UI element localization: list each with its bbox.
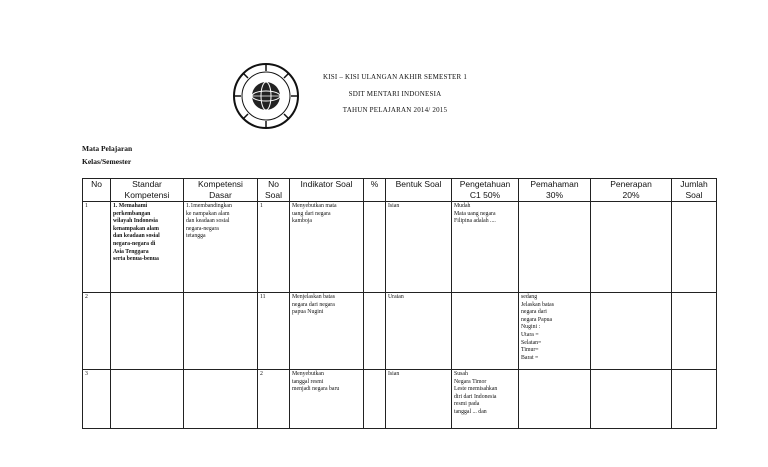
col-bentuk-soal: Bentuk Soal bbox=[386, 179, 452, 202]
cell-bentuk: Uraian bbox=[386, 293, 452, 370]
table-row bbox=[83, 370, 717, 429]
cell-no-soal: 11 bbox=[258, 293, 290, 370]
cell-no: 2 bbox=[83, 293, 111, 370]
cell-penerapan bbox=[591, 370, 672, 429]
cell-bentuk: Isian bbox=[386, 202, 452, 293]
subject-label: Mata Pelajaran bbox=[82, 144, 133, 153]
cell-indikator: Menyebutkan tanggal resmi menjadi negara baru bbox=[290, 370, 364, 429]
cell-pemahaman bbox=[519, 202, 591, 293]
cell-no: 3 bbox=[83, 370, 111, 429]
cell-jumlah bbox=[672, 370, 717, 429]
table-row bbox=[83, 202, 717, 293]
col-kompetensi-dasar: Kompetensi Dasar bbox=[184, 179, 258, 202]
cell-jumlah bbox=[672, 202, 717, 293]
cell-bentuk: Isian bbox=[386, 370, 452, 429]
school-emblem-icon bbox=[232, 62, 300, 130]
cell-pemahaman: sedang Jelaskan batas negara dari negara Papua Nugini : Utara = Selatan= Timur= Barat = bbox=[519, 293, 591, 370]
document-title: KISI – KISI ULANGAN AKHIR SEMESTER 1 bbox=[322, 73, 468, 81]
cell-pengetahuan: Susah Negara Timor Leste memisahkan diri dari Indonesia resmi pada tanggal ... dan bbox=[452, 370, 519, 429]
table-header-row bbox=[83, 179, 717, 202]
col-no: No bbox=[83, 179, 111, 202]
col-jumlah-soal: Jumlah Soal bbox=[672, 179, 717, 202]
academic-year: TAHUN PELAJARAN 2014/ 2015 bbox=[342, 106, 448, 114]
cell-pengetahuan bbox=[452, 293, 519, 370]
cell-standar bbox=[111, 370, 184, 429]
cell-persen bbox=[364, 202, 386, 293]
kisi-kisi-table bbox=[82, 178, 717, 429]
cell-penerapan bbox=[591, 293, 672, 370]
cell-persen bbox=[364, 293, 386, 370]
school-name: SDIT MENTARI INDONESIA bbox=[348, 90, 442, 98]
col-no-soal: No Soal bbox=[258, 179, 290, 202]
cell-pemahaman bbox=[519, 370, 591, 429]
cell-no-soal: 1 bbox=[258, 202, 290, 293]
col-persen: % bbox=[364, 179, 386, 202]
cell-standar: 1. Memahami perkembangan wilayah Indonesia kenampakan alam dan keadaan sosial negara-negara di Asia Tenggara serta benua-benua bbox=[111, 202, 184, 293]
col-pengetahuan: Pengetahuan C1 50% bbox=[452, 179, 519, 202]
cell-penerapan bbox=[591, 202, 672, 293]
cell-indikator: Menjelaskan batas negara dari negara papua Nugini bbox=[290, 293, 364, 370]
col-standar-kompetensi: Standar Kompetensi bbox=[111, 179, 184, 202]
class-label: Kelas/Semester bbox=[82, 157, 132, 166]
cell-no: 1 bbox=[83, 202, 111, 293]
cell-no-soal: 2 bbox=[258, 370, 290, 429]
col-pemahaman: Pemahaman 30% bbox=[519, 179, 591, 202]
col-penerapan: Penerapan 20% bbox=[591, 179, 672, 202]
cell-kompetensi: 1.1membandingkan ke nampakan alam dan keadaan sosial negara-negara tetangga bbox=[184, 202, 258, 293]
cell-kompetensi bbox=[184, 370, 258, 429]
table-row bbox=[83, 293, 717, 370]
cell-kompetensi bbox=[184, 293, 258, 370]
cell-persen bbox=[364, 370, 386, 429]
col-indikator-soal: Indikator Soal bbox=[290, 179, 364, 202]
cell-pengetahuan: Mudah Mata uang negara Filipina adalah .... bbox=[452, 202, 519, 293]
cell-standar bbox=[111, 293, 184, 370]
cell-jumlah bbox=[672, 293, 717, 370]
cell-indikator: Menyebutkan mata uang dari negara kamboja bbox=[290, 202, 364, 293]
